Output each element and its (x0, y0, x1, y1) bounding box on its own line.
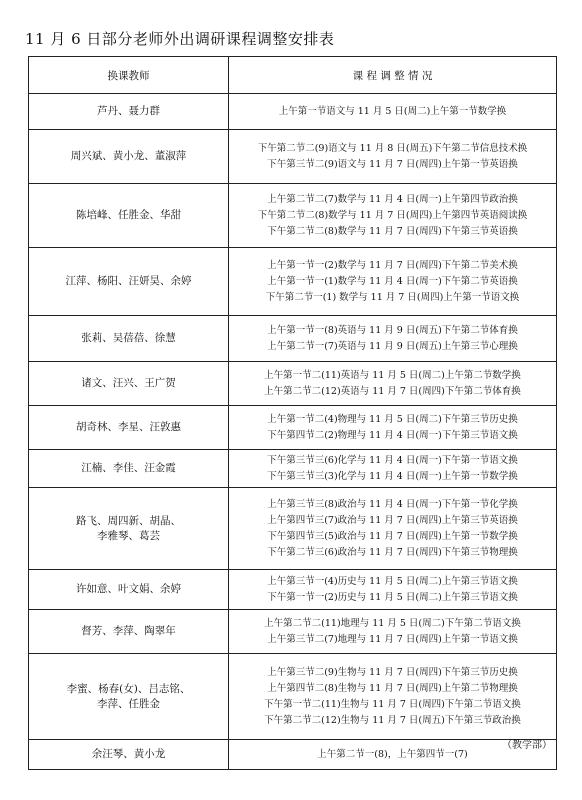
changes-cell (229, 654, 557, 740)
changes-cell (229, 94, 557, 130)
change-line: 下午第三节三(3)化学与 11 月 4 日(周一)上午第一节数学换 (267, 470, 518, 482)
teachers-cell (29, 316, 229, 362)
changes-cell (229, 450, 557, 488)
teachers-cell (29, 488, 229, 570)
teachers-cell (29, 406, 229, 450)
table-row (29, 740, 557, 770)
teachers-cell (29, 570, 229, 610)
change-line: 上午第一节二(4)物理与 11 月 5 日(周二)下午第三节历史换 (267, 413, 518, 425)
table-row (29, 130, 557, 184)
change-line: 下午第一节二(11)生物与 11 月 7 日(周四)下午第二节语文换 (264, 698, 521, 710)
change-line: 上午第三节一(4)历史与 11 月 5 日(周二)上午第三节语文换 (267, 575, 518, 587)
change-line: 上午第一节一(1)数学与 11 月 4 日(周一)下午第二节英语换 (267, 275, 518, 287)
table-row (29, 316, 557, 362)
changes-cell (229, 362, 557, 406)
change-line: 下午第二节三(6)政治与 11 月 7 日(周四)下午第三节物理换 (267, 546, 518, 558)
table-body (29, 94, 557, 770)
changes-cell (229, 488, 557, 570)
teachers-cell (29, 610, 229, 654)
change-line: 上午第二节一(8)，上午第四节一(7) (317, 748, 468, 760)
table-row (29, 570, 557, 610)
teacher-line: 督芳、李萍、陶翠年 (81, 625, 176, 637)
change-line: 上午第二节二(12)英语与 11 月 7 日(周四)下午第二节体育换 (264, 385, 521, 397)
table-row (29, 450, 557, 488)
teachers-cell (29, 130, 229, 184)
teachers-cell (29, 740, 229, 770)
header-changes: 课 程 调 整 情 况 (229, 57, 557, 94)
table-row (29, 94, 557, 130)
changes-cell (229, 316, 557, 362)
change-line: 上午第一节一(8)英语与 11 月 9 日(周五)下午第二节体育换 (267, 324, 518, 336)
teacher-line: 江萍、杨阳、汪妍昊、余婷 (65, 275, 192, 287)
teacher-line: 许如意、叶文娟、余婷 (76, 583, 181, 595)
table-row (29, 406, 557, 450)
changes-cell (229, 406, 557, 450)
change-line: 下午第二节二(12)生物与 11 月 7 日(周五)下午第三节政治换 (264, 714, 521, 726)
schedule-table (28, 56, 557, 770)
teacher-line: 江楠、李佳、汪金霞 (81, 462, 176, 474)
teachers-cell (29, 94, 229, 130)
table-row (29, 248, 557, 316)
teacher-line: 路飞、周四新、胡晶、 (76, 514, 181, 527)
teachers-cell (29, 654, 229, 740)
teacher-line: 芦丹、聂力群 (97, 105, 160, 117)
change-line: 下午第二节一(1) 数学与 11 月 7 日(周四)上午第一节语文换 (265, 291, 520, 303)
page-title: 11 月 6 日部分老师外出调研课程调整安排表 (25, 30, 335, 48)
changes-cell (229, 248, 557, 316)
teacher-line: 余汪琴、黄小龙 (91, 748, 166, 760)
teacher-line: 李蜜、杨春(女)、吕志铭、 (66, 682, 191, 695)
teacher-line: 胡奇林、李星、汪敦惠 (76, 421, 181, 433)
change-line: 下午第四节三(5)政治与 11 月 7 日(周四)上午第一节数学换 (267, 530, 518, 542)
changes-cell (229, 130, 557, 184)
teacher-line: 李雅琴、葛芸 (97, 529, 160, 542)
table-row (29, 362, 557, 406)
table-header-row (29, 57, 557, 94)
change-line: 上午第四节三(7)政治与 11 月 7 日(周四)上午第三节英语换 (267, 514, 518, 526)
changes-cell (229, 570, 557, 610)
teachers-cell (29, 184, 229, 248)
issuer-note: （教学部） (502, 740, 552, 751)
change-line: 下午第二节二(9)语文与 11 月 8 日(周五)下午第二节信息技术换 (257, 142, 528, 154)
change-line: 上午第三节二(7)地理与 11 月 7 日(周四)上午第一节语文换 (267, 633, 518, 645)
change-line: 下午第二节二(8)数学与 11 月 7 日(周四)上午第四节英语阅读换 (257, 209, 528, 221)
change-line: 下午第三节二(9)语文与 11 月 7 日(周四)上午第一节英语换 (267, 158, 518, 170)
change-line: 上午第二节二(7)数学与 11 月 4 日(周一)上午第四节政治换 (267, 193, 518, 205)
change-line: 下午第二节二(8)数学与 11 月 7 日(周四)下午第三节英语换 (267, 225, 518, 237)
change-line: 上午第二节一(7)英语与 11 月 9 日(周五)上午第三节心理换 (267, 340, 518, 352)
table-row (29, 184, 557, 248)
change-line: 下午第一节一(2)历史与 11 月 5 日(周二)上午第三节语文换 (267, 591, 518, 603)
change-line: 上午第一节二(11)英语与 11 月 5 日(周二)上午第二节数学换 (264, 369, 521, 381)
header-teachers: 换课教师 (29, 57, 229, 94)
changes-cell (229, 610, 557, 654)
teacher-line: 张莉、吴蓓蓓、徐慧 (81, 332, 176, 344)
teacher-line: 李萍、任胜金 (97, 697, 160, 710)
teacher-line: 周兴斌、黄小龙、董淑萍 (70, 150, 187, 162)
teacher-line: 诸文、汪兴、王广贺 (81, 377, 176, 389)
change-line: 上午第三节三(8)政治与 11 月 4 日(周一)下午第一节化学换 (267, 498, 518, 510)
table-row (29, 488, 557, 570)
change-line: 上午第一节语文与 11 月 5 日(周二)上午第一节数学换 (278, 105, 507, 117)
teachers-cell (29, 362, 229, 406)
change-line: 上午第二节二(11)地理与 11 月 5 日(周二)下午第二节语文换 (264, 617, 521, 629)
teachers-cell (29, 450, 229, 488)
change-line: 下午第三节三(6)化学与 11 月 4 日(周一)下午第一节语文换 (267, 454, 518, 466)
change-line: 上午第四节二(8)生物与 11 月 7 日(周四)上午第二节物理换 (267, 682, 518, 694)
teacher-line: 陈培峰、任胜金、华甜 (76, 209, 181, 221)
table-row (29, 610, 557, 654)
change-line: 下午第四节二(2)物理与 11 月 4 日(周一)下午第三节语文换 (267, 429, 518, 441)
change-line: 上午第一节一(2)数学与 11 月 7 日(周四)下午第二节美术换 (267, 259, 518, 271)
teachers-cell (29, 248, 229, 316)
table-row (29, 654, 557, 740)
changes-cell (229, 184, 557, 248)
change-line: 上午第三节二(9)生物与 11 月 7 日(周四)下午第三节历史换 (267, 666, 518, 678)
